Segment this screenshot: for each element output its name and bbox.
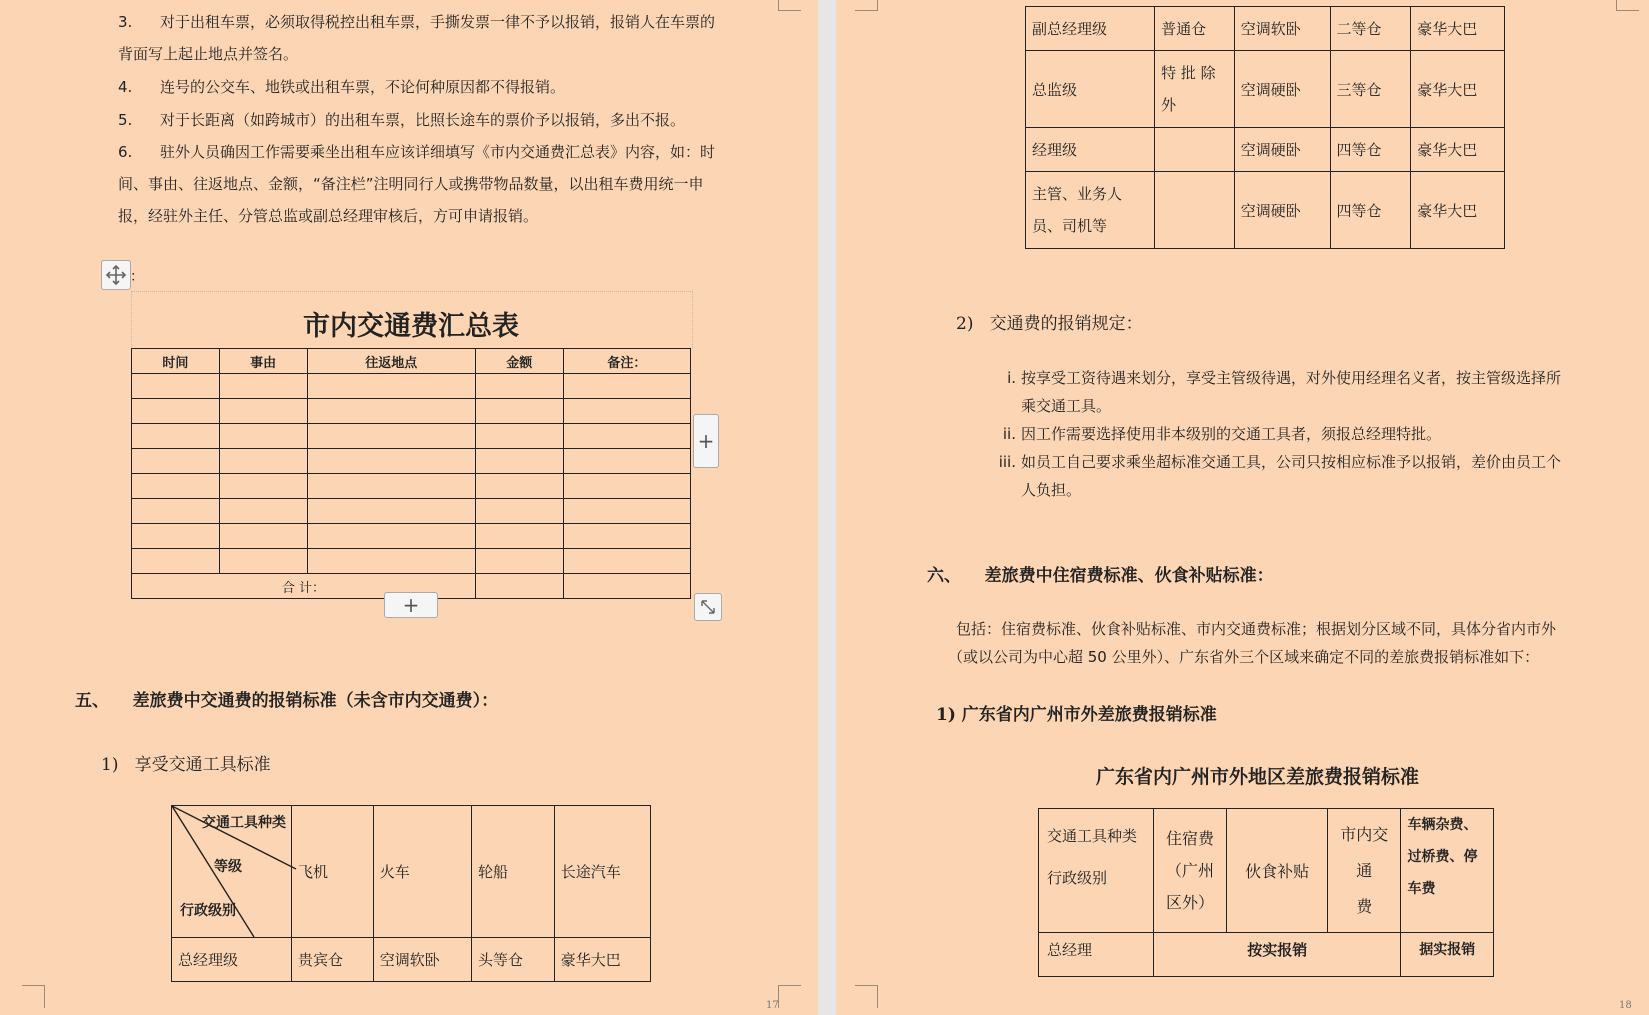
page-number: 18	[1619, 1000, 1632, 1011]
subsection-2-heading: 2) 交通费的报销规定：	[956, 314, 1143, 334]
plus-icon: +	[402, 593, 420, 617]
gd-table-title: 广东省内广州市外地区差旅费报销标准	[1096, 766, 1420, 788]
crop-mark-top-right	[1616, 0, 1639, 11]
list-number: ii.	[1002, 425, 1016, 443]
table-resize-handle[interactable]	[694, 593, 722, 621]
list-number: i.	[1007, 369, 1016, 387]
transport-table-continued	[1025, 6, 1505, 249]
table-row	[132, 524, 691, 549]
colon-label: ：	[130, 269, 144, 285]
page-gap	[818, 0, 836, 1015]
crop-mark-bottom-left	[22, 985, 45, 1008]
col-header: 长途汽车	[554, 806, 650, 938]
total-label: 合 计：	[132, 574, 476, 599]
transport-table	[171, 805, 651, 982]
list-item: 4. 连号的公交车、地铁或出租车票，不论何种原因都不得报销。	[118, 71, 798, 103]
add-column-button[interactable]	[693, 414, 719, 468]
page-number: 17	[766, 1000, 779, 1011]
summary-table	[131, 348, 691, 599]
resize-icon	[699, 598, 717, 616]
list-item: i. 按享受工资待遇来划分，享受主管级待遇，对外使用经理名义者，按主管级选择所 乘交通工具。	[976, 364, 1646, 420]
section-5-heading: 五、 差旅费中交通费的报销标准（未含市内交通费）：	[75, 691, 499, 711]
header-level-label: 行政级别	[1047, 869, 1108, 887]
table-row	[132, 449, 691, 474]
col-header: 往返地点	[307, 349, 475, 374]
list-number: 3.	[118, 13, 133, 31]
table-row: 副总经理级 普通仓 空调软卧 二等仓 豪华大巴	[1026, 7, 1505, 51]
list-number: 5.	[118, 111, 133, 129]
page-17	[0, 0, 818, 1015]
gd-expense-table	[1038, 808, 1494, 977]
subsection-3-heading: 1) 广东省内广州市外差旅费报销标准	[936, 705, 1217, 725]
section-6-heading: 六、 差旅费中住宿费标准、伙食补贴标准：	[927, 566, 1274, 586]
col-header: 备注：	[563, 349, 690, 374]
col-header: 金额	[475, 349, 563, 374]
crop-mark-bottom-left	[855, 985, 878, 1008]
table-header-row	[172, 806, 651, 938]
list-item: 5. 对于长距离（如跨城市）的出租车票，比照长途车的票价予以报销，多出不报。	[118, 104, 798, 136]
table-row	[132, 424, 691, 449]
col-header: 轮船	[472, 806, 555, 938]
list-item: 3. 对于出租车票，必须取得税控出租车票，手撕发票一律不予以报销，报销人在车票的 背面写上起止地点并签名。	[118, 6, 798, 70]
table-row	[132, 474, 691, 499]
plus-icon: +	[697, 429, 715, 453]
table-row: 总经理级 贵宾仓 空调软卧 头等仓 豪华大巴	[172, 938, 651, 982]
list-number: iii.	[998, 453, 1016, 471]
diagonal-header-cell	[172, 806, 292, 938]
summary-table-title: 市内交通费汇总表	[303, 311, 519, 342]
table-row	[132, 549, 691, 574]
table-row	[132, 499, 691, 524]
table-row	[132, 399, 691, 424]
list-item: iii. 如员工自己要求乘坐超标准交通工具，公司只按相应标准予以报销，差价由员工个 人负担。	[976, 448, 1646, 504]
subsection-1-heading: 1) 享受交通工具标准	[101, 755, 271, 775]
table-row: 主管、业务人员、司机等 空调硬卧 四等仓 豪华大巴	[1026, 172, 1505, 249]
list-item: 6. 驻外人员确因工作需要乘坐出租车应该详细填写《市内交通费汇总表》内容，如：时 间、事由、往返地点、金额，“备注栏”注明同行人或携带物品数量，以出租车费用统一申 报，经驻外主任、分管总监或副总经理审核后，方可申请报销。	[118, 136, 798, 232]
table-row	[132, 374, 691, 399]
add-row-button[interactable]	[384, 592, 438, 618]
diag-bottom-label: 行政级别	[180, 903, 236, 919]
move-icon	[105, 264, 127, 286]
table-header-row	[132, 349, 691, 374]
col-header: 时间	[132, 349, 220, 374]
diag-top-label: 交通工具种类	[202, 815, 286, 831]
table-row: 总经理 按实报销 据实报销	[1039, 933, 1494, 977]
crop-mark-bottom-right	[778, 985, 801, 1008]
diag-mid-label: 等级	[214, 859, 242, 875]
col-header: 事由	[219, 349, 307, 374]
table-row: 总监级 特 批 除 外 空调硬卧 三等仓 豪华大巴	[1026, 51, 1505, 128]
table-move-handle[interactable]	[101, 260, 131, 290]
rules-list	[976, 364, 1646, 504]
section-6-body: 包括：住宿费标准、伙食补贴标准、市内交通费标准；根据划分区域不同，具体分省内市外 （或以公司为中心超 50 公里外）、广东省外三个区域来确定不同的差旅费报销标准如下：	[948, 620, 1557, 666]
table-header-row: 交通工具种类 行政级别 住宿费 （广州 区外） 伙食补贴 市内交 通 费 车辆杂费、 过桥费、停 车费	[1039, 809, 1494, 933]
col-header: 飞机	[292, 806, 374, 938]
crop-mark-top-left	[855, 0, 878, 11]
list-number: 6.	[118, 143, 133, 161]
list-item: ii. 因工作需要选择使用非本级别的交通工具者，须报总经理特批。	[976, 420, 1646, 448]
list-number: 4.	[118, 78, 133, 96]
header-grade-label: 交通工具种类	[1047, 827, 1138, 845]
col-header: 火车	[373, 806, 471, 938]
table-row: 经理级 空调硬卧 四等仓 豪华大巴	[1026, 128, 1505, 172]
page-18	[836, 0, 1649, 1015]
